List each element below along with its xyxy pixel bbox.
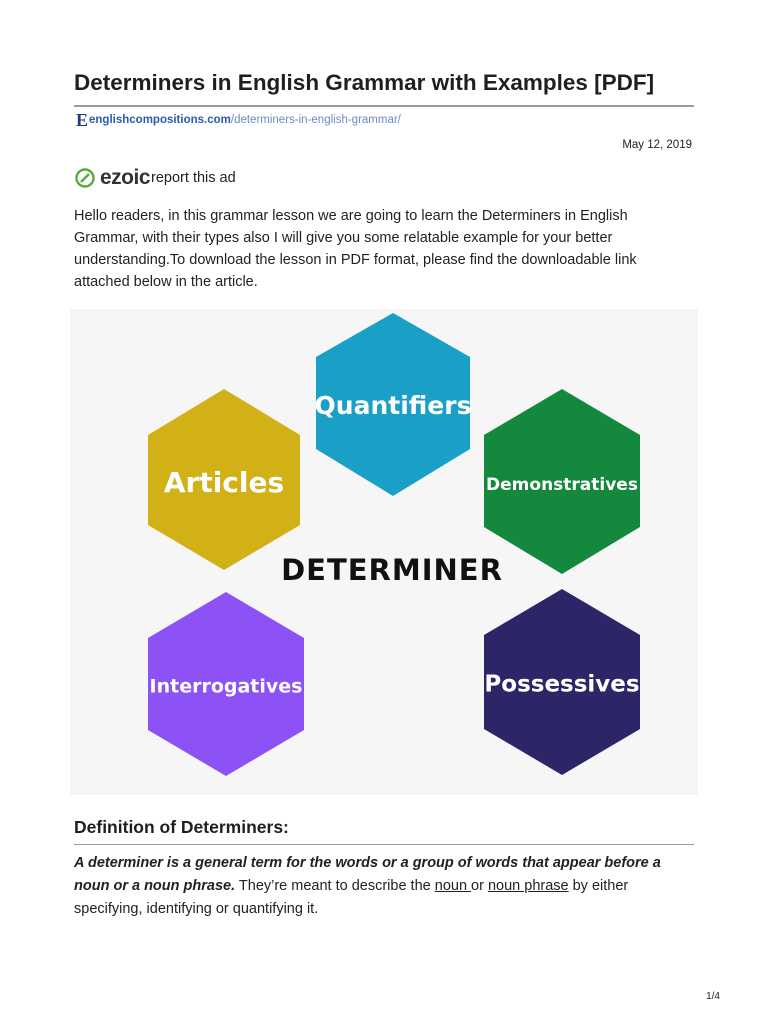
source-domain[interactable]: englishcompositions.com bbox=[89, 114, 231, 126]
hex-articles bbox=[148, 389, 300, 570]
article-title: Determiners in English Grammar with Examples [PDF] bbox=[74, 70, 655, 95]
hex-demonstratives bbox=[484, 389, 640, 574]
hex-possessives-label: Possessives bbox=[484, 671, 640, 698]
publish-date: May 12, 2019 bbox=[622, 139, 692, 151]
hex-interrogatives-label: Interrogatives bbox=[149, 675, 303, 698]
page-number: 1/4 bbox=[706, 991, 720, 1002]
title-divider bbox=[74, 105, 694, 107]
source-link[interactable] bbox=[76, 112, 401, 128]
definition-bold-text: A determiner is a general term for the words or a group of words that appear before a noun or a noun phrase. bbox=[74, 855, 661, 894]
ad-banner[interactable] bbox=[74, 166, 236, 190]
hex-quantifiers-label: Quantifiers bbox=[314, 391, 472, 420]
definition-text-3: by either specifying, identifying or quantifying it. bbox=[74, 878, 629, 917]
definition-text-2: or bbox=[471, 878, 488, 894]
hex-articles-label: Articles bbox=[163, 466, 285, 499]
site-logo-icon: E bbox=[76, 110, 89, 130]
noun-link[interactable]: noun bbox=[434, 878, 472, 894]
determiner-diagram bbox=[70, 309, 698, 795]
intro-paragraph: Hello readers, in this grammar lesson we are going to learn the Determiners in English Grammar, with their types also I will give you some relatable example for your better understanding.To download the lesson in PDF format, please find the downloadable link attached below in the article. bbox=[74, 208, 637, 290]
definition-paragraph bbox=[74, 852, 699, 921]
determiner-types-figure bbox=[70, 309, 698, 795]
definition-heading: Definition of Determiners: bbox=[74, 817, 289, 837]
hex-possessives bbox=[484, 589, 640, 775]
source-path[interactable]: /determiners-in-english-grammar/ bbox=[230, 114, 401, 126]
hex-demonstratives-label: Demonstratives bbox=[486, 475, 638, 495]
hex-interrogatives bbox=[148, 592, 304, 776]
hex-quantifiers bbox=[315, 313, 472, 496]
ezoic-brand: ezoic bbox=[100, 166, 151, 189]
definition-text-1: They’re meant to describe the bbox=[235, 878, 435, 894]
report-ad-link[interactable]: report this ad bbox=[151, 170, 236, 186]
definition-divider bbox=[74, 844, 694, 845]
diagram-center-label: DETERMINER bbox=[281, 553, 503, 587]
ezoic-logo-icon bbox=[74, 167, 96, 189]
noun-phrase-link[interactable]: noun phrase bbox=[487, 878, 569, 894]
